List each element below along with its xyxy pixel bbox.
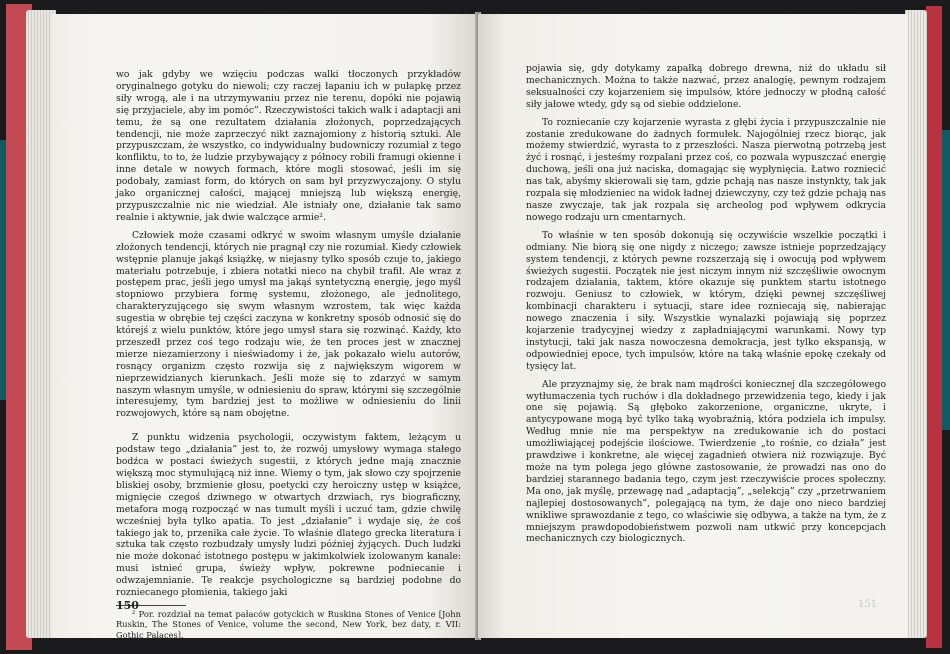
paragraph: To rozniecanie czy kojarzenie wyrasta z głębi życia i przypuszczalnie nie zostanie zredukowane do żadnych formułek. Najogólniej rzecz biorąc, jak możemy stwierdzić, wyrasta to z przeszłości. Nasza pierwotną potrzebą jest żyć i rosnąć, i jesteśmy rozpalani przez coś, co pozwala wypuszczać energię duchową, jeśli ona już naciska, domagając się wypłynięcia. Łatwo rozniecić nas tak, abyśmy skierowali się tam, gdzie pchają nas nasze instynkty, tak jak rozpala się młodzieniec na widok ładnej dziewczyny, czy też gdzie pchają nas nasze zwyczaje, tak jak rozpala się archeolog pod wpływem odkrycia nowego rodzaju urn cmentarnych. (526, 116, 886, 223)
paragraph: To właśnie w ten sposób dokonują się oczywiście wszelkie początki i odmiany. Nie biorą się one nigdy z niczego; zawsze istnieje poprzedzający system tendencji, z których pewne rozszerzają się i owocują pod wpływem świeżych sugestii. Początek nie jest niczym innym niż szczęśliwie owocnym rodzajem działania, taktem, które okazuje się punktem startu istotnego rozwoju. Geniusz to człowiek, w którym, dzięki pewnej szczęśliwej kombinacji charakteru i sytuacji, stare idee rozniecają się, nabierając nowego znaczenia i siły. Wszystkie wynalazki pojawiają się poprzez kojarzenie tradycyjnej wiedzy z zapładniającymi warunkami. Nowy typ instytucji, taki jak nasza nowoczesna demokracja, jest tylko ekspansją, w odpowiedniej epoce, tych impulsów, które na taką właśnie epokę czekały od tysięcy lat. (526, 229, 886, 372)
paragraph: Z punktu widzenia psychologii, oczywistym faktem, leżącym u podstaw tego „działania” jest to, że rozwój umysłowy wymaga stałego bodźca w postaci świeżych sugestii, z których jedne mają znacznie większą moc stymulującą niż inne. Wiemy o tym, jak słowo czy spojrzenie bliskiej osoby, brzmienie głosu, poetycki czy heroiczny ustęp w książce, mignięcie czegoś dziwnego w otwartych drzwiach, rys biograficzny, metafora mogą rozpocząć w nas tumult myśli i uczuć tam, gdzie chwilę wcześniej była tylko apatia. To jest „działanie” i wydaje się, że coś takiego jak to, przenika całe życie. To właśnie dlatego grecka literatura i sztuka tak często rozbudzały umysły ludzi później żyjących. Duch ludzki nie może dokonać istotnego postępu w jakimkolwiek izolowanym kanale: musi istnieć grupa, świeży wpływ, pokrewne podniecanie i odwzajemnianie. Te reakcje psychologiczne są bardziej podobne do rozniecanego płomienia, takiego jaki (116, 432, 461, 599)
book-cover-edge-right (926, 6, 942, 648)
page-number: 150 (116, 599, 139, 612)
paragraph: Człowiek może czasami odkryć w swoim własnym umyśle działanie złożonych tendencji, których nie pragnął czy nie rozumiał. Kiedy człowiek wstępnie planuje jakąś książkę, w niejasny tylko sposób czuje to, jakiego materiału potrzebuje, i zbiera notatki nieco na chybił trafił. Ale wraz z postępem prac, jeśli jego umysł ma jakąś syntetyczną energię, jego myśl stopniowo przybiera formę systemu, złożonego, ale jednolitego, charakteryzującego się swym własnym wzrostem, tak więc każda sugestia w obrębie tej części zaczyna w konkretny sposób odnosić się do którejś z wielu punktów, które jego umysł stara się rozwinąć. Każdy, kto przeszedł przez coś tego rodzaju wie, że ten proces jest w znacznej mierze niezamierzony i nieświadomy i że, jak pokazało wielu autorów, rosnący organizm często rozwija się z największym wigorem w nieprzewidzianych kierunkach. Jeśli może się to zdarzyć w samym naszym własnym umyśle, w odniesieniu do spraw, którymi się szczególnie interesujemy, tym bardziej jest to możliwe w odniesieniu do linii rozwojowych, które są nam obojętne. (116, 229, 461, 420)
paragraph: pojawia się, gdy dotykamy zapałką dobrego drewna, niż do układu sił mechanicznych. Można to także nazwać, przez analogię, pewnym rodzajem seksualności czy kojarzeniem się impulsów, które jednoczy w płodną całość siły jałowe wtedy, gdy są od siebie oddzielone. (526, 63, 886, 110)
left-page (52, 14, 477, 638)
page-stack-right (905, 10, 927, 638)
left-page-text (116, 69, 461, 646)
footnote: ² Por. rozdział na temat pałaców gotyckich w Ruskina Stones of Venice [John Ruskin, The Stones of Venice, volume the second, New York, bez daty, r. VII: Gothic Palaces]. (116, 608, 461, 640)
paragraph: Ale przyznajmy się, że brak nam mądrości koniecznej dla szczegółowego wytłumaczenia tych ruchów i dla dokładnego przewidzenia tego, kiedy i jak one się pojawią. Są głęboko zakorzenione, organiczne, ukryte, i antycypowane mogą być tylko taką wyobraźnią, która podziela ich impulsy. Według mnie nie ma perspektyw na zredukowanie ich do postaci umożliwiającej podejście ilościowe. Twierdzenie „to rośnie, co działa” jest prawdziwe i konkretne, ale więcej zagadnień otwiera niż rozwiązuje. Być może na tym polega jego główne zastosowanie, że prowadzi nas ono do bardziej starannego badania tego, czym jest rzeczywiście proces społeczny. Ma ono, jak myślę, przewagę nad „adaptacją”, „selekcją” czy „przetrwaniem najlepiej dostosowanych”, polegającą na tym, że daje ono nieco bardziej wnikliwe sprawozdanie z tego, co właściwie się odbywa, a także na tym, że z mniejszym prawdopodobieństwem pozwoli nam utkwić przy koncepcjach mechanicznych czy biologicznych. (526, 378, 886, 545)
right-page (478, 14, 908, 638)
page-number-faint: 151 (858, 599, 878, 610)
paragraph: wo jak gdyby we wzięciu podczas walki tłoczonych przykładów oryginalnego gotyku do niewoli; czy raczej łapaniu ich w pułapkę przez siły wrogą, ale i na utrzymywaniu przez nie terenu, dopóki nie pojawią się przyjaciele, aby im pomóc”. Rzeczywistości takich walk i adaptacji ani temu, że są one rezultatem działania złożonych, poprzedzających tendencji, nie może zaprzeczyć nikt zaznajomiony z historią sztuki. Ale przypuszczam, że wszystko, co indywidualny budowniczy rozumiał z tego konfliktu, to to, że ludzie przybywający z północy robili framugi okienne i inne detale w nowych formach, które mogli stosować, jeśli im się podobały, zamiast form, do których on sam był przyzwyczajony. O stylu jako organicznej całości, mającej mniejszą lub większą energię, przypuszczalnie nic nie wiedział. Ale istniały one, działanie tak samo realnie i aktywnie, jak dwie walczące armie². (116, 69, 461, 223)
right-page-text (526, 63, 886, 551)
